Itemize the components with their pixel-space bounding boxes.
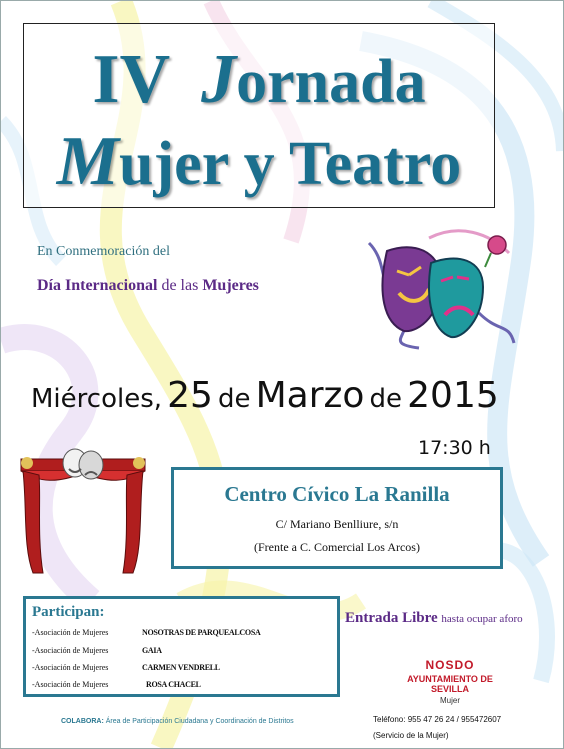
contact-phone: Teléfono: 955 47 26 24 / 955472607: [373, 715, 502, 724]
participant-name: CARMEN VENDRELL: [142, 663, 220, 672]
nodo-mark: NOSDO: [425, 658, 475, 672]
participant-prefix: -Asociación de Mujeres: [32, 680, 109, 689]
free-entry: [345, 610, 523, 627]
logo-department: Mujer: [439, 696, 460, 705]
womens-day-women: Mujeres: [202, 277, 259, 294]
event-time: 17:30 h: [418, 437, 491, 459]
theatre-masks-icon: [359, 223, 519, 353]
collaborator-line: [61, 718, 294, 725]
participant-prefix: -Asociación de Mujeres: [32, 646, 109, 655]
date-year: 2015: [407, 375, 499, 416]
participant-prefix: -Asociación de Mujeres: [32, 663, 109, 672]
participants-heading: Participan:: [32, 604, 105, 620]
title-roman-numeral: IV: [92, 41, 171, 118]
date-de-1: de: [218, 384, 251, 414]
womens-day-connector: de las: [161, 277, 199, 294]
venue-address: C/ Mariano Benlliure, s/n: [275, 517, 399, 531]
participant-name: NOSOTRAS DE PARQUEALCOSA: [142, 628, 261, 637]
free-entry-label: Entrada Libre: [345, 610, 438, 626]
participant-name: GAIA: [142, 646, 162, 655]
title-word-mujer: ujer: [119, 130, 229, 198]
contact-service: (Servicio de la Mujer): [373, 731, 449, 740]
womens-day-line: [37, 277, 259, 295]
title-word-teatro: y Teatro: [243, 130, 462, 198]
venue-name: Centro Cívico La Ranilla: [224, 482, 450, 506]
ayuntamiento-logo: [396, 658, 504, 705]
logo-organization: AYUNTAMIENTO DE SEVILLA: [407, 674, 493, 694]
participant-row: [32, 663, 220, 672]
date-de-2: de: [369, 384, 403, 414]
date-day: 25: [167, 375, 213, 416]
free-entry-note: hasta ocupar aforo: [441, 613, 523, 625]
venue-reference: (Frente a C. Comercial Los Arcos): [254, 540, 420, 554]
womens-day-name: Día Internacional: [37, 277, 158, 294]
title-box: [23, 23, 495, 208]
title-line-1: [24, 40, 494, 120]
title-initial-j: J: [201, 41, 237, 118]
title-word-jornada: ornada: [236, 48, 426, 116]
participant-row: [32, 680, 201, 689]
collaborator-text: Área de Participación Ciudadana y Coordinación de Distritos: [105, 718, 294, 725]
stage-curtain-icon: [19, 447, 147, 575]
date-month: Marzo: [255, 375, 365, 416]
title-line-2: [24, 122, 494, 202]
participant-row: [32, 628, 261, 637]
participants-box: [23, 596, 340, 697]
commemoration-intro: En Conmemoración del: [37, 244, 170, 259]
title-initial-m: M: [56, 123, 120, 200]
event-date: [31, 375, 499, 416]
participant-prefix: -Asociación de Mujeres: [32, 628, 109, 637]
participant-name: ROSA CHACEL: [146, 680, 201, 689]
venue-box: [171, 467, 503, 569]
participant-row: [32, 646, 162, 655]
date-weekday: Miércoles,: [31, 384, 163, 414]
collaborator-label: COLABORA:: [61, 718, 104, 725]
